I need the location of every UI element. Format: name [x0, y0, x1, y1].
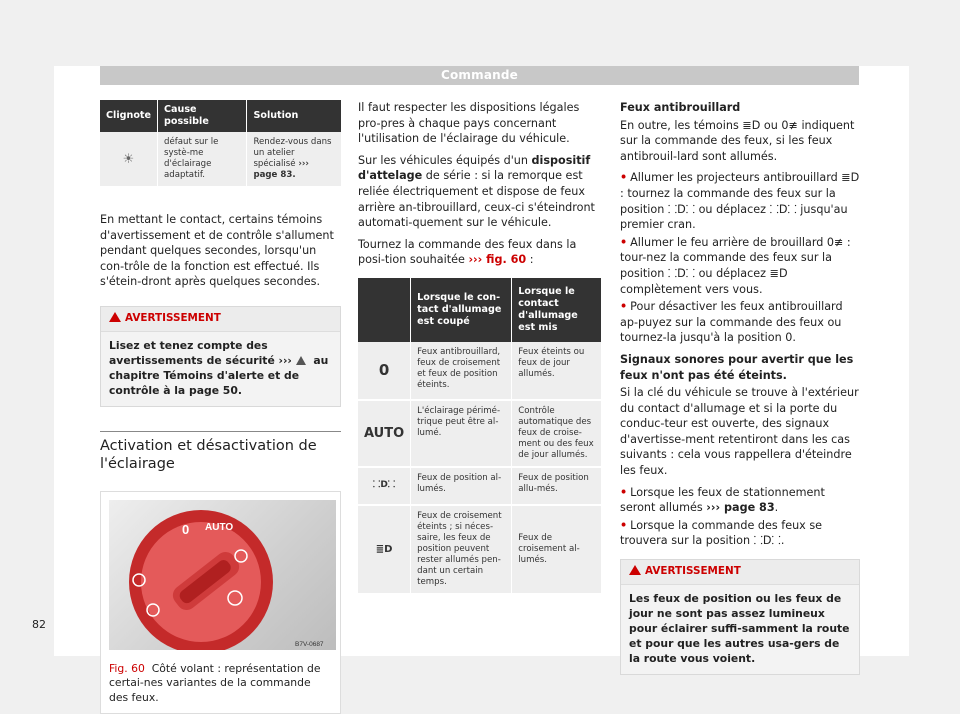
warning-triangle-icon: [109, 312, 121, 322]
solution-page-link[interactable]: ››› page 83.: [253, 159, 309, 180]
column-left: [100, 100, 341, 714]
table-cell: Feux de position al-lumés.: [411, 467, 512, 505]
table-cell: [247, 132, 341, 187]
warning-box: [620, 559, 860, 675]
list-item: [620, 170, 860, 232]
warning-body: Les feux de position ou les feux de jour ne sont pas assez lumineux pour éclairer suffi-samment la route et pour que les autres usa-gers de la route vous voient.: [621, 585, 859, 674]
switch-position-auto: AUTO: [205, 521, 234, 533]
intro-paragraph: En mettant le contact, certains témoins d'avertissement et de contrôle s'allument pendant quelques secondes, lorsqu'un con-trôle de la fonction est effectué. Ils s'étein-dront après quelques secondes.: [100, 213, 334, 289]
list-item: [620, 235, 860, 297]
warning-header: [101, 307, 340, 332]
table-cell: Feux de croisement éteints ; si néces-saire, les feux de position peuvent rester allumés pen-dant un certain temps.: [411, 505, 512, 594]
sound-title: Signaux sonores pour avertir que les feux n'ont pas été éteints.: [620, 352, 854, 382]
warning-title: AVERTISSEMENT: [645, 565, 741, 578]
warning-triangle-icon: [629, 565, 641, 575]
warning-text: Lisez et tenez compte des avertissements de sécurité ›››: [109, 338, 296, 367]
page-number: 82: [32, 618, 46, 631]
parking-light-icon: ⸬D⸬: [358, 467, 411, 505]
figure-caption: [101, 658, 340, 714]
list-item-text: Lorsque la commande des feux se trouvera sur la position ⸬D⸬.: [620, 518, 823, 548]
table-cell: Feux de position allu-més.: [512, 467, 601, 505]
table-cell: Feux antibrouillard, feux de croisement et feux de position éteints.: [411, 342, 512, 400]
table-cell: défaut sur le systè-me d'éclairage adaptatif.: [158, 132, 247, 187]
list-item-text: Allumer le feu arrière de brouillard 0≢ : tour-nez la commande des feux sur la position ⸬D⸬ ou déplacez ≣D complètement vers vous.: [620, 235, 851, 296]
list-item: [620, 485, 860, 516]
table-header: [358, 278, 411, 342]
page-header: Commande: [100, 66, 859, 85]
table-header: Lorsque le contact d'allumage est mis: [512, 278, 601, 342]
text-span: de série : si la remorque est reliée électriquement et dispose de feux arrière an-tibrouillard, ceux-ci s'éteindront automati-quement sur le véhicule.: [358, 169, 595, 230]
table-row: [358, 342, 601, 400]
low-beam-icon: ≣D: [358, 505, 411, 594]
figure-link[interactable]: ››› fig. 60: [468, 253, 527, 267]
switch-position-zero: 0: [182, 521, 190, 537]
table-row: [358, 400, 601, 467]
warning-box: [100, 306, 341, 407]
position-auto-icon: AUTO: [358, 400, 411, 467]
list-item: [620, 299, 860, 346]
bullet: •: [620, 235, 628, 249]
bullet: •: [620, 485, 628, 499]
warning-title: AVERTISSEMENT: [125, 311, 221, 324]
figure-label: Fig. 60: [109, 661, 145, 675]
table-header: Solution: [247, 100, 341, 132]
paragraph: [358, 153, 601, 231]
light-switch-drawing: [109, 500, 336, 650]
list-item-text: Lorsque les feux de stationnement seront allumés: [620, 485, 825, 515]
bold-term: dispositif d'attelage: [358, 153, 591, 183]
text-span: Tournez la commande des feux dans la posi-tion souhaitée: [358, 237, 577, 267]
list-item: [620, 518, 860, 549]
paragraph: [358, 237, 601, 268]
table-header: Lorsque le con-tact d'allumage est coupé: [411, 278, 512, 342]
table-row: [358, 467, 601, 505]
list-item-text: Allumer les projecteurs antibrouillard ≣D : tournez la commande des feux sur la position ⸬D⸬ ou déplacez ⸬D⸬ jusqu'au premier cran.: [620, 171, 860, 232]
table-cell: Feux éteints ou feux de jour allumés.: [512, 342, 601, 400]
bullet: •: [620, 518, 628, 532]
figure-caption-text: Côté volant : représentation de certai-nes variantes de la commande des feux.: [109, 661, 321, 704]
table-header: Clignote: [100, 100, 158, 132]
position-zero-icon: 0: [358, 342, 411, 400]
paragraph: Il faut respecter les dispositions légales pro-pres à chaque pays concernant l'utilisation de l'éclairage du véhicule.: [358, 101, 580, 146]
warning-text: au chapitre Témoins d'alerte et de contrôle à la page 50.: [109, 353, 329, 397]
table-cell: Contrôle automatique des feux de croise-ment ou des feux de jour allumés.: [512, 400, 601, 467]
page-link[interactable]: ››› page 83: [706, 501, 775, 515]
list-item-text: Pour désactiver les feux antibrouillard ap-puyez sur la commande des feux ou tournez-la jusqu'à la position 0.: [620, 300, 843, 345]
list-item-text: .: [774, 501, 779, 515]
text-span: Sur les véhicules équipés d'un: [358, 153, 532, 167]
warning-body: [101, 332, 340, 406]
figure-code: B7V-0687: [295, 640, 324, 648]
table-row: [358, 505, 601, 594]
table-header: Cause possible: [158, 100, 247, 132]
warning-triangle-icon: [296, 356, 306, 365]
light-fault-icon: ☀: [100, 132, 158, 187]
fault-table: [100, 100, 341, 188]
table-cell: Feux de croisement al-lumés.: [512, 505, 601, 594]
figure-box: [100, 491, 341, 714]
column-middle: [358, 100, 601, 595]
bullet: •: [620, 300, 628, 314]
paragraph: Si la clé du véhicule se trouve à l'extérieur du contact d'allumage et si la porte du conduc-teur est ouverte, des signaux d'avertisse-ment retentiront dans les cas suivants : cela vous rappellera d'éteindre les feux.: [620, 386, 859, 478]
solution-text: Rendez-vous dans un atelier spécialisé: [253, 137, 332, 169]
section-title: Activation et désactivation de l'éclairage: [100, 431, 341, 473]
positions-table: [358, 278, 601, 595]
bullet: •: [620, 171, 628, 185]
paragraph: En outre, les témoins ≣D ou 0≢ indiquent sur la commande des feux, si les feux antibrouil-lard sont allumés.: [620, 118, 855, 163]
light-switch-image: [109, 500, 336, 650]
table-row: [100, 132, 341, 187]
column-right: [620, 100, 860, 675]
fog-title: Feux antibrouillard: [620, 101, 741, 114]
table-cell: L'éclairage périmé-trique peut être al-lumé.: [411, 400, 512, 467]
warning-header: [621, 560, 859, 585]
text-span: :: [526, 253, 534, 267]
